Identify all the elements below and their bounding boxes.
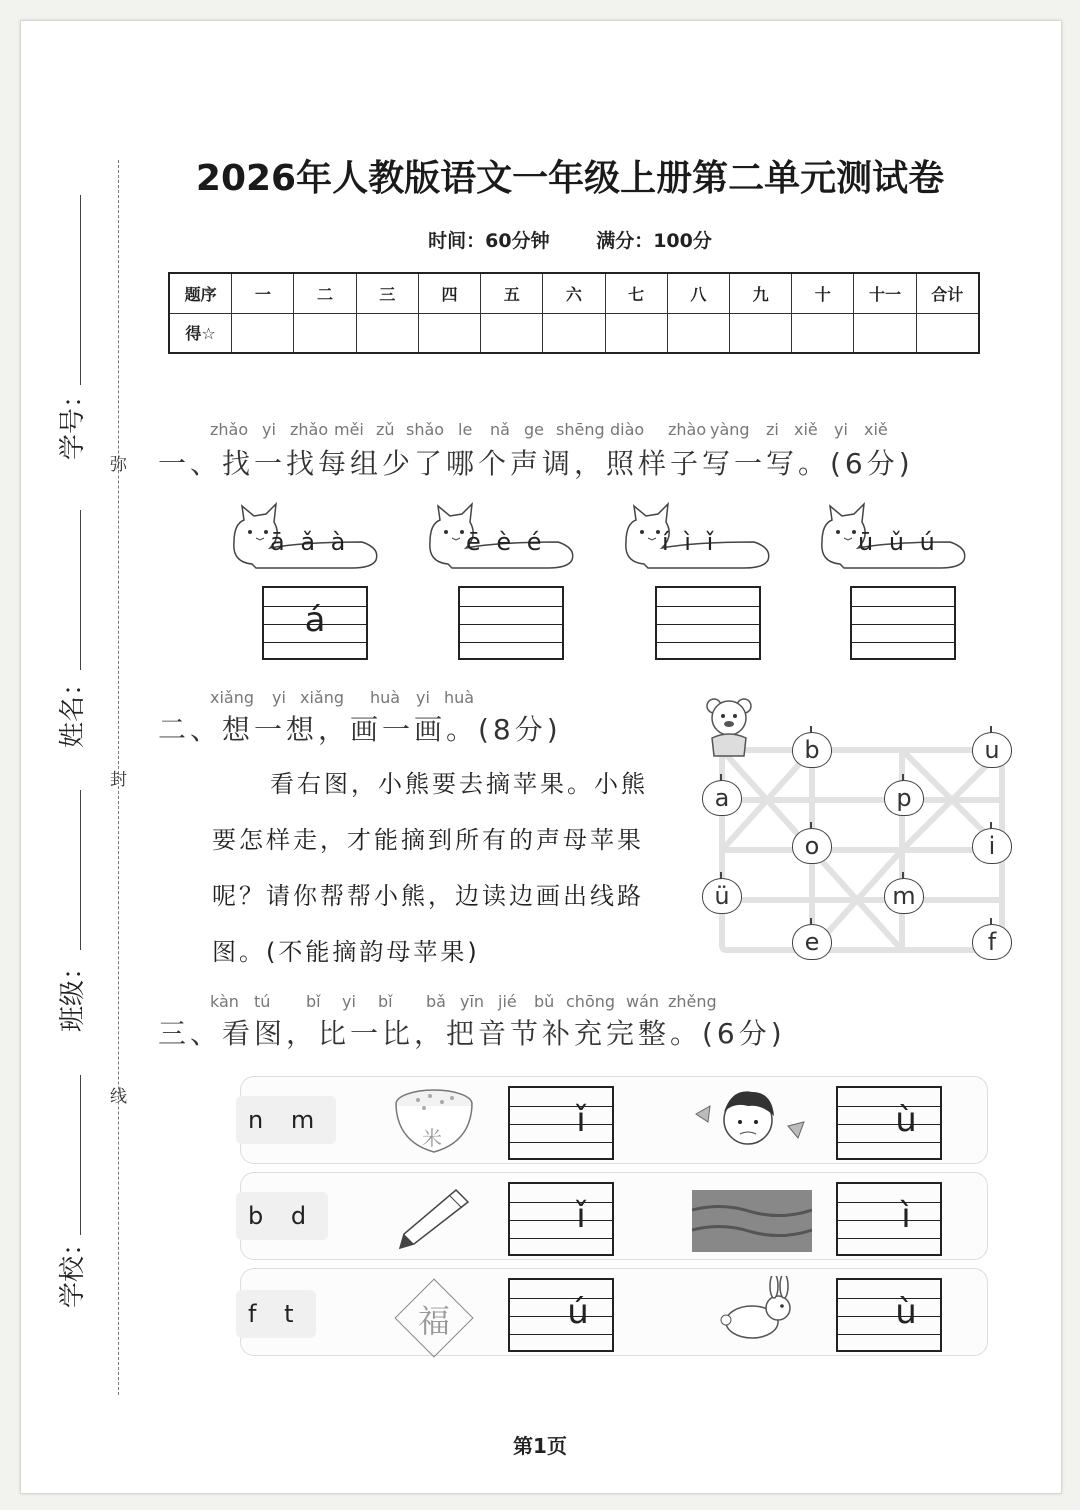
score-header-cell: 十 <box>792 273 854 313</box>
score-cell[interactable] <box>729 313 791 353</box>
answer-four-line-box[interactable] <box>262 586 368 660</box>
pinyin: yi <box>262 420 276 439</box>
seal-char-feng: 封 <box>110 770 127 790</box>
pinyin: zhǎo <box>210 420 249 439</box>
pinyin: xiě <box>794 420 818 439</box>
pinyin: zi <box>766 420 779 439</box>
pinyin: yi <box>272 688 286 707</box>
answer-four-line-box[interactable] <box>836 1278 942 1352</box>
score-table-header-row <box>169 273 979 313</box>
score-cell[interactable] <box>418 313 480 353</box>
pinyin: bǔ <box>534 992 555 1011</box>
cat-tone-group <box>810 502 970 582</box>
score-cell[interactable] <box>543 313 605 353</box>
answer-four-line-box[interactable] <box>458 586 564 660</box>
apple-icon[interactable] <box>972 726 1012 766</box>
pinyin: wán <box>626 992 660 1011</box>
apple-letter: f <box>987 928 997 956</box>
answer-text: á <box>304 600 326 640</box>
score-header-cell: 五 <box>481 273 543 313</box>
answer-four-line-box[interactable] <box>508 1182 614 1256</box>
pinyin: shǎo <box>406 420 445 439</box>
class-line <box>80 790 81 950</box>
apple-letter: a <box>714 784 730 812</box>
pinyin: nǎ <box>490 420 510 439</box>
pinyin: shēng <box>556 420 605 439</box>
answer-vowel: ù <box>895 1100 917 1140</box>
seal-char-mi: 弥 <box>110 455 127 475</box>
cat-tone-group <box>614 502 774 582</box>
score-header-cell: 四 <box>418 273 480 313</box>
score-cell[interactable] <box>481 313 543 353</box>
full-score: 满分：100分 <box>596 230 712 252</box>
pinyin: bǎ <box>426 992 446 1011</box>
school-line <box>80 1075 81 1235</box>
score-table-score-row <box>169 313 979 353</box>
score-cell[interactable] <box>854 313 916 353</box>
apple-icon[interactable] <box>792 726 832 766</box>
score-header-cell: 七 <box>605 273 667 313</box>
pinyin: le <box>458 420 473 439</box>
pinyin: chōng <box>566 992 616 1011</box>
q3-heading: 三、看图，比一比，把音节补充完整。(6分) <box>158 1017 786 1050</box>
bear-icon <box>700 694 760 760</box>
crying-boy-icon <box>692 1082 810 1162</box>
score-cell[interactable] <box>667 313 729 353</box>
answer-four-line-box[interactable] <box>850 586 956 660</box>
pinyin: zhěng <box>668 992 717 1011</box>
apple-letter: u <box>984 736 1000 764</box>
pencil-icon <box>394 1184 474 1254</box>
apple-letter: e <box>804 928 820 956</box>
pinyin: diào <box>610 420 645 439</box>
q2-heading: 二、想一想，画一画。(8分) <box>158 713 562 746</box>
score-header-cell: 九 <box>729 273 791 313</box>
score-header-cell: 题序 <box>169 273 232 313</box>
pinyin: kàn <box>210 992 239 1011</box>
tone-set: í ì ǐ <box>662 528 718 556</box>
score-cell[interactable] <box>232 313 294 353</box>
score-header-cell: 二 <box>294 273 356 313</box>
page-number: 第1页 <box>513 1434 567 1458</box>
apple-letter: p <box>896 784 912 812</box>
q2-text-line: 图。(不能摘韵母苹果) <box>212 938 480 966</box>
pinyin: zhào <box>668 420 707 439</box>
pinyin: yi <box>834 420 848 439</box>
apple-icon[interactable] <box>972 918 1012 958</box>
cat-tone-group <box>418 502 578 582</box>
answer-vowel: ì <box>901 1196 911 1236</box>
pinyin: zǔ <box>376 420 395 439</box>
class-label: 班级： <box>58 953 88 1032</box>
q2-text-line: 呢？请你帮帮小熊，边读边画出线路 <box>212 882 644 910</box>
score-cell[interactable] <box>605 313 667 353</box>
apple-icon[interactable] <box>884 872 924 912</box>
consonant-pair: f t <box>236 1290 316 1338</box>
seal-char-xian: 线 <box>110 1087 127 1107</box>
pinyin: yàng <box>710 420 750 439</box>
score-header-cell: 八 <box>667 273 729 313</box>
name-label: 姓名： <box>58 669 88 748</box>
answer-vowel: ǐ <box>576 1100 586 1140</box>
consonant-pair: n m <box>236 1096 336 1144</box>
q1-pinyin-row <box>210 420 910 442</box>
pinyin: ge <box>524 420 544 439</box>
exam-meta <box>0 226 1080 253</box>
pinyin: jié <box>498 992 517 1011</box>
apple-icon[interactable] <box>792 822 832 862</box>
score-cell[interactable] <box>792 313 854 353</box>
score-cell[interactable] <box>916 313 979 353</box>
rice-label: 米 <box>422 1126 442 1150</box>
pinyin: měi <box>334 420 364 439</box>
rabbit-icon <box>718 1276 802 1346</box>
q2-text-line: 要怎样走，才能摘到所有的声母苹果 <box>212 826 644 854</box>
answer-four-line-box[interactable] <box>508 1278 614 1352</box>
pinyin: xiǎng <box>210 688 255 707</box>
pinyin: huà <box>444 688 475 707</box>
score-header-cell: 六 <box>543 273 605 313</box>
pinyin: bǐ <box>378 992 393 1011</box>
score-cell[interactable] <box>356 313 418 353</box>
apple-letter: o <box>804 832 820 860</box>
pinyin: yīn <box>460 992 485 1011</box>
score-header-cell: 合计 <box>916 273 979 313</box>
score-header-cell: 十一 <box>854 273 916 313</box>
exam-title: 2026年人教版语文一年级上册第二单元测试卷 <box>195 158 945 199</box>
apple-letter: b <box>804 736 820 764</box>
pinyin: huà <box>370 688 401 707</box>
apple-icon[interactable] <box>792 918 832 958</box>
pinyin: yi <box>416 688 430 707</box>
consonant-pair: b d <box>236 1192 328 1240</box>
answer-four-line-box[interactable] <box>836 1182 942 1256</box>
pinyin: zhǎo <box>290 420 329 439</box>
score-row-label: 得☆ <box>169 313 232 353</box>
tone-set: ā ǎ à <box>270 528 350 556</box>
id-line <box>80 195 81 385</box>
score-cell[interactable] <box>294 313 356 353</box>
q2-text-line: 看右图，小熊要去摘苹果。小熊 <box>270 770 648 798</box>
pinyin: tú <box>254 992 271 1011</box>
answer-vowel: ǐ <box>576 1196 586 1236</box>
tone-set: ē è é <box>466 528 546 556</box>
tone-set: ū ǔ ú <box>858 528 939 556</box>
apple-icon[interactable] <box>884 774 924 814</box>
fu-character: 福 <box>417 1302 450 1340</box>
river-icon <box>692 1190 812 1252</box>
apple-letter: i <box>988 832 996 860</box>
apple-letter: m <box>892 882 916 910</box>
cat-tone-group <box>222 502 382 582</box>
score-header-cell: 一 <box>232 273 294 313</box>
q2-pinyin-row <box>210 688 510 710</box>
answer-four-line-box[interactable] <box>836 1086 942 1160</box>
school-label: 学校： <box>58 1229 88 1308</box>
q3-pinyin-row <box>210 992 770 1014</box>
apple-icon[interactable] <box>702 774 742 814</box>
answer-four-line-box[interactable] <box>508 1086 614 1160</box>
q1-heading: 一、找一找每组少了哪个声调，照样子写一写。(6分) <box>158 447 914 480</box>
answer-vowel: ù <box>895 1292 917 1332</box>
pinyin: xiǎng <box>300 688 345 707</box>
answer-four-line-box[interactable] <box>655 586 761 660</box>
apple-icon[interactable] <box>702 872 742 912</box>
pinyin: yi <box>342 992 356 1011</box>
pinyin: bǐ <box>306 992 321 1011</box>
score-table <box>168 272 980 354</box>
score-header-cell: 三 <box>356 273 418 313</box>
time-limit: 时间：60分钟 <box>428 230 550 252</box>
answer-vowel: ú <box>567 1292 589 1332</box>
apple-letter: ü <box>714 882 730 910</box>
id-label: 学号： <box>58 381 88 460</box>
apple-icon[interactable] <box>972 822 1012 862</box>
name-line <box>80 510 81 670</box>
pinyin: xiě <box>864 420 888 439</box>
